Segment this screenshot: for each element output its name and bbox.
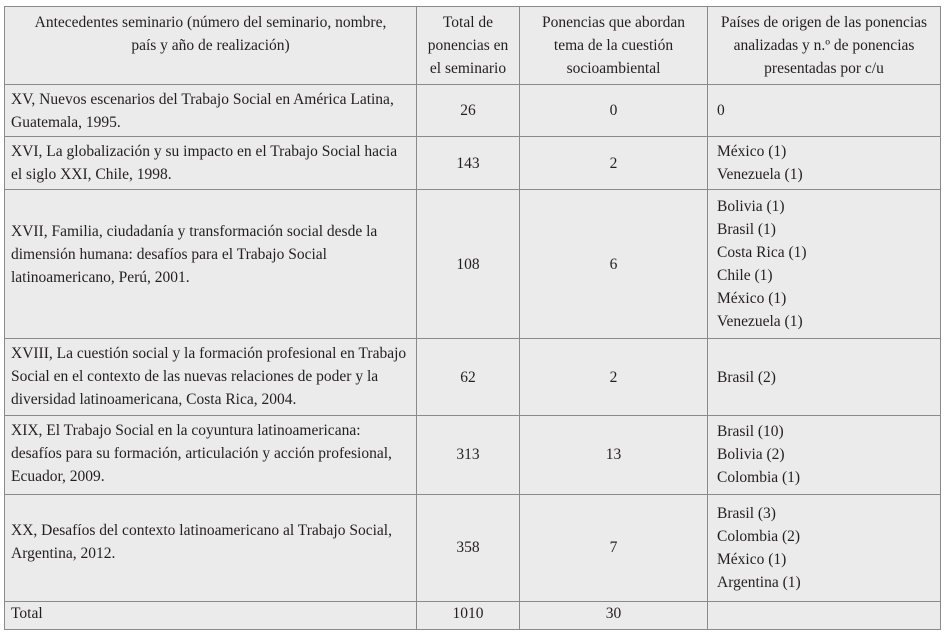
socio-cell: 7 [520,494,708,601]
total-countries-empty [708,601,941,629]
table-row [5,85,941,137]
header-seminar: Antecedentes seminario (número del seminario, nombre, país y año de realización) [5,7,417,85]
table-row [5,137,941,189]
countries-cell [708,494,941,601]
seminar-cell: XVI, La globalización y su impacto en el Trabajo Social hacia el siglo XXI, Chile, 1998. [5,137,417,189]
country-item: México (1) [717,290,787,308]
socio-cell: 0 [520,85,708,137]
country-item: Bolivia (1) [717,198,785,216]
header-row [5,7,941,85]
country-item: Bolivia (2) [717,446,785,464]
total-cell: 358 [417,494,520,601]
seminar-cell: XVII, Familia, ciudadanía y transformación social desde la dimensión humana: desafíos para el Trabajo Social latinoamericano, Perú, 2001. [5,189,417,338]
socio-cell: 2 [520,137,708,189]
seminar-cell: XVIII, La cuestión social y la formación profesional en Trabajo Social en el contexto de las nuevas relaciones de poder y la diversidad latinoamericana, Costa Rica, 2004. [5,339,417,416]
country-item: 0 [717,102,725,120]
country-item: Brasil (2) [717,368,776,386]
socio-cell: 2 [520,339,708,416]
country-item: Colombia (1) [717,469,801,487]
seminar-cell: XX, Desafíos del contexto latinoamericano al Trabajo Social, Argentina, 2012. [5,494,417,601]
header-socio: Ponencias que abordan tema de la cuestión socioambiental [520,7,708,85]
total-cell: 313 [417,416,520,495]
seminars-table [4,6,941,630]
country-item: Venezuela (1) [717,166,803,184]
country-item: México (1) [717,550,787,568]
total-label: Total [5,601,417,629]
country-item: Brasil (1) [717,221,776,239]
total-cell: 108 [417,189,520,338]
header-countries: Países de origen de las ponencias analizadas y n.º de ponencias presentadas por c/u [708,7,941,85]
country-item: Colombia (2) [717,527,801,545]
table-row [5,494,941,601]
table-row [5,416,941,495]
total-cell: 26 [417,85,520,137]
countries-cell [708,85,941,137]
countries-cell [708,339,941,416]
total-cell: 62 [417,339,520,416]
country-item: Brasil (10) [717,423,784,441]
total-papers-sum: 1010 [417,601,520,629]
total-socio-sum: 30 [520,601,708,629]
socio-cell: 6 [520,189,708,338]
seminar-cell: XIX, El Trabajo Social en la coyuntura latinoamericana: desafíos para su formación, articulación y acción profesional, Ecuador, 2009. [5,416,417,495]
country-item: Argentina (1) [717,573,801,591]
country-item: Venezuela (1) [717,313,803,331]
total-row [5,601,941,629]
countries-cell [708,189,941,338]
country-item: Chile (1) [717,267,773,285]
countries-cell [708,416,941,495]
header-total: Total de ponencias en el seminario [417,7,520,85]
total-cell: 143 [417,137,520,189]
country-item: México (1) [717,143,787,161]
country-item: Brasil (3) [717,504,776,522]
seminar-cell: XV, Nuevos escenarios del Trabajo Social en América Latina, Guatemala, 1995. [5,85,417,137]
table-row [5,339,941,416]
country-item: Costa Rica (1) [717,244,807,262]
table-row [5,189,941,338]
countries-cell [708,137,941,189]
socio-cell: 13 [520,416,708,495]
